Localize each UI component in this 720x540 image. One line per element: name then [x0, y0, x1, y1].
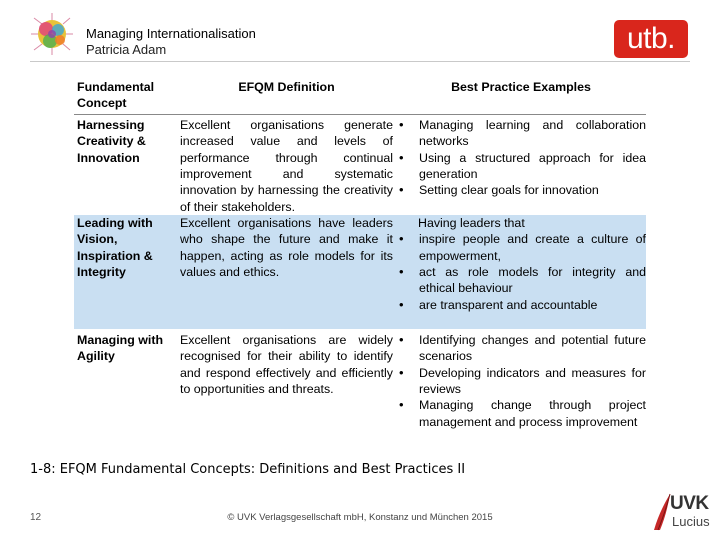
definition-cell: Excellent organisations have leaders who shape the future and make it happen, acting as role models for its values and ethics. — [180, 215, 393, 280]
examples-cell — [396, 117, 646, 215]
concept-cell: Harnessing Creativity & Innovation — [77, 117, 146, 165]
colorful-globe-logo — [30, 12, 74, 56]
concept-cell: Leading with Vision, Inspiration & Integrity — [77, 215, 153, 280]
table-row — [74, 215, 646, 329]
bullet-icon: • — [399, 296, 404, 312]
list-item: • Setting clear goals for innovation — [399, 182, 599, 198]
concept-cell: Managing with Agility — [77, 332, 164, 364]
efqm-table — [74, 79, 646, 452]
list-item: • act as role models for integrity and ethical behaviour — [399, 264, 646, 296]
examples-intro: Having leaders that — [418, 215, 525, 230]
author-name: Patricia Adam — [86, 42, 167, 57]
table-header-row — [74, 79, 646, 115]
examples-cell — [396, 215, 646, 329]
list-item: • Identifying changes and potential future scenarios — [399, 331, 646, 364]
list-item: • Using a structured approach for idea generation — [399, 149, 646, 182]
list-item: • Developing indicators and measures for reviews — [399, 364, 646, 397]
list-item: • inspire people and create a culture of empowerment, — [399, 231, 646, 263]
bullet-icon: • — [399, 231, 404, 247]
bullet-icon: • — [399, 116, 404, 132]
figure-caption: 1‑8: EFQM Fundamental Concepts: Definitions and Best Practices II — [30, 462, 466, 477]
bullet-icon: • — [399, 397, 404, 413]
column-header-concept: Fundamental Concept — [77, 80, 155, 111]
publisher-logo-text: UVK — [670, 493, 709, 514]
copyright-notice: © UVK Verlagsgesellschaft mbH, Konstanz und München 2015 — [227, 512, 493, 523]
header-divider — [30, 61, 690, 62]
list-item: • Managing learning and collaboration networks — [399, 116, 646, 149]
list-item: • are transparent and accountable — [399, 296, 598, 312]
utb-logo: utb. — [614, 20, 688, 58]
table-row — [74, 329, 646, 452]
column-header-examples: Best Practice Examples — [451, 80, 591, 94]
bullet-icon: • — [399, 364, 404, 380]
column-header-definition: EFQM Definition — [238, 80, 335, 94]
definition-cell: Excellent organisations generate increased value and levels of performance through continual improvement and systematic innovation by harnessing the creativity of their stakeholders. — [180, 117, 393, 214]
page-number: 12 — [30, 512, 42, 523]
bullet-icon: • — [399, 331, 404, 347]
bullet-icon: • — [399, 149, 404, 165]
table-row — [74, 117, 646, 215]
list-item: • Managing change through project management and process improvement — [399, 397, 646, 429]
examples-cell — [396, 332, 646, 452]
definition-cell: Excellent organisations are widely recognised for their ability to identify and respond effectively and efficiently to opportunities and threats. — [180, 332, 393, 397]
publisher-sub-text: Lucius — [672, 514, 710, 529]
presentation-title: Managing Internationalisation — [86, 26, 256, 41]
bullet-icon: • — [399, 182, 404, 198]
bullet-icon: • — [399, 264, 404, 280]
